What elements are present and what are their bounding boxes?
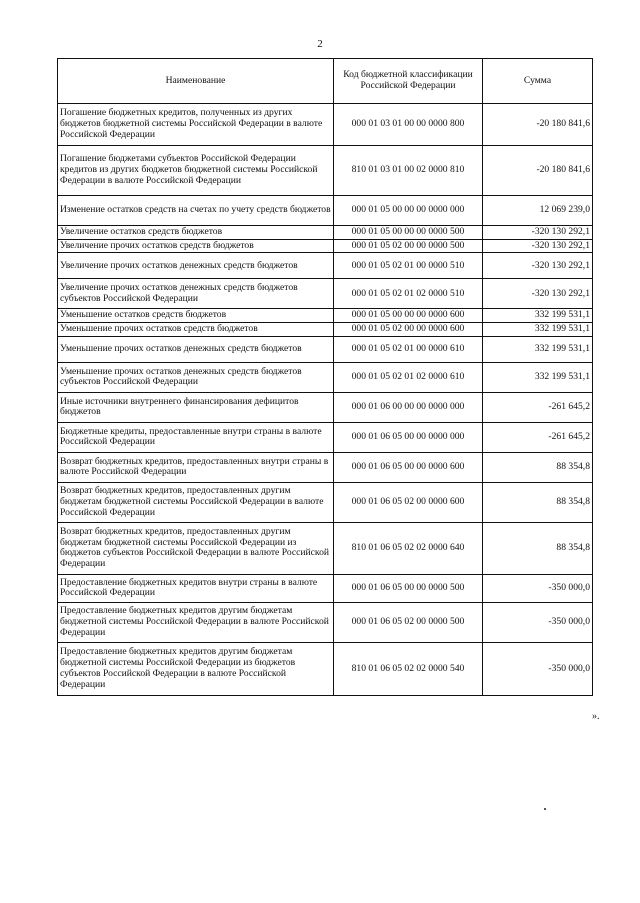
table-row [58, 226, 593, 240]
row-code-cell: 810 01 03 01 00 02 0000 810 [334, 146, 483, 196]
row-name-cell: Возврат бюджетных кредитов, предоставленных другим бюджетам бюджетной системы Российской Федерации из бюджетов субъектов Российской Федерации в валюте Российской Федерации [58, 522, 334, 574]
row-name-cell: Предоставление бюджетных кредитов другим бюджетам бюджетной системы Российской Федерации из бюджетов субъектов Российской Федерации в валюте Российской Федерации [58, 642, 334, 695]
table-row [58, 104, 593, 146]
row-name-cell: Увеличение остатков средств бюджетов [58, 226, 334, 240]
table-row [58, 239, 593, 253]
row-name-cell: Предоставление бюджетных кредитов другим бюджетам бюджетной системы Российской Федерации в валюте Российской Федерации [58, 602, 334, 642]
table-row [58, 323, 593, 337]
header-name: Наименование [58, 59, 334, 104]
row-amount-cell: 88 354,8 [483, 482, 593, 522]
row-code-cell: 000 01 06 05 00 00 0000 600 [334, 452, 483, 482]
closing-quote-mark: ». [592, 711, 600, 722]
row-code-cell: 000 01 05 02 01 02 0000 510 [334, 279, 483, 309]
row-amount-cell: -320 130 292,1 [483, 226, 593, 240]
row-code-cell: 000 01 05 00 00 00 0000 600 [334, 309, 483, 323]
table-row [58, 482, 593, 522]
table-row [58, 642, 593, 695]
table-row [58, 309, 593, 323]
row-code-cell: 810 01 06 05 02 02 0000 540 [334, 642, 483, 695]
table-row [58, 574, 593, 602]
row-name-cell: Иные источники внутреннего финансирования дефицитов бюджетов [58, 392, 334, 422]
row-amount-cell: -261 645,2 [483, 422, 593, 452]
row-code-cell: 000 01 05 02 00 00 0000 600 [334, 323, 483, 337]
row-name-cell: Увеличение прочих остатков денежных средств бюджетов субъектов Российской Федерации [58, 279, 334, 309]
table-row [58, 146, 593, 196]
row-name-cell: Возврат бюджетных кредитов, предоставленных внутри страны в валюте Российской Федерации [58, 452, 334, 482]
row-amount-cell: 332 199 531,1 [483, 362, 593, 392]
row-code-cell: 000 01 06 05 00 00 0000 500 [334, 574, 483, 602]
row-amount-cell: 88 354,8 [483, 452, 593, 482]
row-code-cell: 000 01 06 00 00 00 0000 000 [334, 392, 483, 422]
budget-sources-table [57, 58, 593, 696]
row-code-cell: 000 01 05 00 00 00 0000 500 [334, 226, 483, 240]
table-row [58, 362, 593, 392]
row-name-cell: Бюджетные кредиты, предоставленные внутри страны в валюте Российской Федерации [58, 422, 334, 452]
row-name-cell: Увеличение прочих остатков средств бюджетов [58, 239, 334, 253]
row-name-cell: Уменьшение остатков средств бюджетов [58, 309, 334, 323]
row-amount-cell: -20 180 841,6 [483, 146, 593, 196]
table-row [58, 452, 593, 482]
row-amount-cell: -350 000,0 [483, 602, 593, 642]
row-amount-cell: 332 199 531,1 [483, 309, 593, 323]
table-body [58, 104, 593, 696]
row-amount-cell: -320 130 292,1 [483, 279, 593, 309]
table-row [58, 522, 593, 574]
row-name-cell: Погашение бюджетами субъектов Российской Федерации кредитов из других бюджетов бюджетной системы Российской Федерации в валюте Российской Федерации [58, 146, 334, 196]
header-code: Код бюджетной классификации Российской Федерации [334, 59, 483, 104]
stray-dot [544, 808, 546, 810]
table-row [58, 279, 593, 309]
row-amount-cell: 12 069 239,0 [483, 196, 593, 226]
row-name-cell: Увеличение прочих остатков денежных средств бюджетов [58, 253, 334, 279]
row-name-cell: Уменьшение прочих остатков денежных средств бюджетов субъектов Российской Федерации [58, 362, 334, 392]
table-row [58, 336, 593, 362]
row-code-cell: 000 01 06 05 02 00 0000 500 [334, 602, 483, 642]
row-name-cell: Погашение бюджетных кредитов, полученных из других бюджетов бюджетной системы Российской Федерации в валюте Российской Федерации [58, 104, 334, 146]
row-code-cell: 000 01 06 05 02 00 0000 600 [334, 482, 483, 522]
row-code-cell: 000 01 05 02 01 00 0000 510 [334, 253, 483, 279]
row-amount-cell: -350 000,0 [483, 574, 593, 602]
table-row [58, 422, 593, 452]
row-name-cell: Уменьшение прочих остатков денежных средств бюджетов [58, 336, 334, 362]
row-code-cell: 810 01 06 05 02 02 0000 640 [334, 522, 483, 574]
row-code-cell: 000 01 06 05 00 00 0000 000 [334, 422, 483, 452]
row-amount-cell: 88 354,8 [483, 522, 593, 574]
row-amount-cell: -320 130 292,1 [483, 239, 593, 253]
row-name-cell: Уменьшение прочих остатков средств бюджетов [58, 323, 334, 337]
table-header-row [58, 59, 593, 104]
row-code-cell: 000 01 05 02 01 02 0000 610 [334, 362, 483, 392]
row-amount-cell: -20 180 841,6 [483, 104, 593, 146]
table-row [58, 392, 593, 422]
table-row [58, 602, 593, 642]
row-amount-cell: 332 199 531,1 [483, 336, 593, 362]
row-code-cell: 000 01 05 00 00 00 0000 000 [334, 196, 483, 226]
row-amount-cell: -261 645,2 [483, 392, 593, 422]
row-amount-cell: -350 000,0 [483, 642, 593, 695]
row-code-cell: 000 01 05 02 00 00 0000 500 [334, 239, 483, 253]
table-row [58, 253, 593, 279]
row-code-cell: 000 01 03 01 00 00 0000 800 [334, 104, 483, 146]
row-name-cell: Изменение остатков средств на счетах по учету средств бюджетов [58, 196, 334, 226]
row-code-cell: 000 01 05 02 01 00 0000 610 [334, 336, 483, 362]
row-name-cell: Предоставление бюджетных кредитов внутри страны в валюте Российской Федерации [58, 574, 334, 602]
row-amount-cell: -320 130 292,1 [483, 253, 593, 279]
header-amount: Сумма [483, 59, 593, 104]
page-number: 2 [317, 38, 323, 50]
table-row [58, 196, 593, 226]
row-name-cell: Возврат бюджетных кредитов, предоставленных другим бюджетам бюджетной системы Российской Федерации в валюте Российской Федерации [58, 482, 334, 522]
row-amount-cell: 332 199 531,1 [483, 323, 593, 337]
